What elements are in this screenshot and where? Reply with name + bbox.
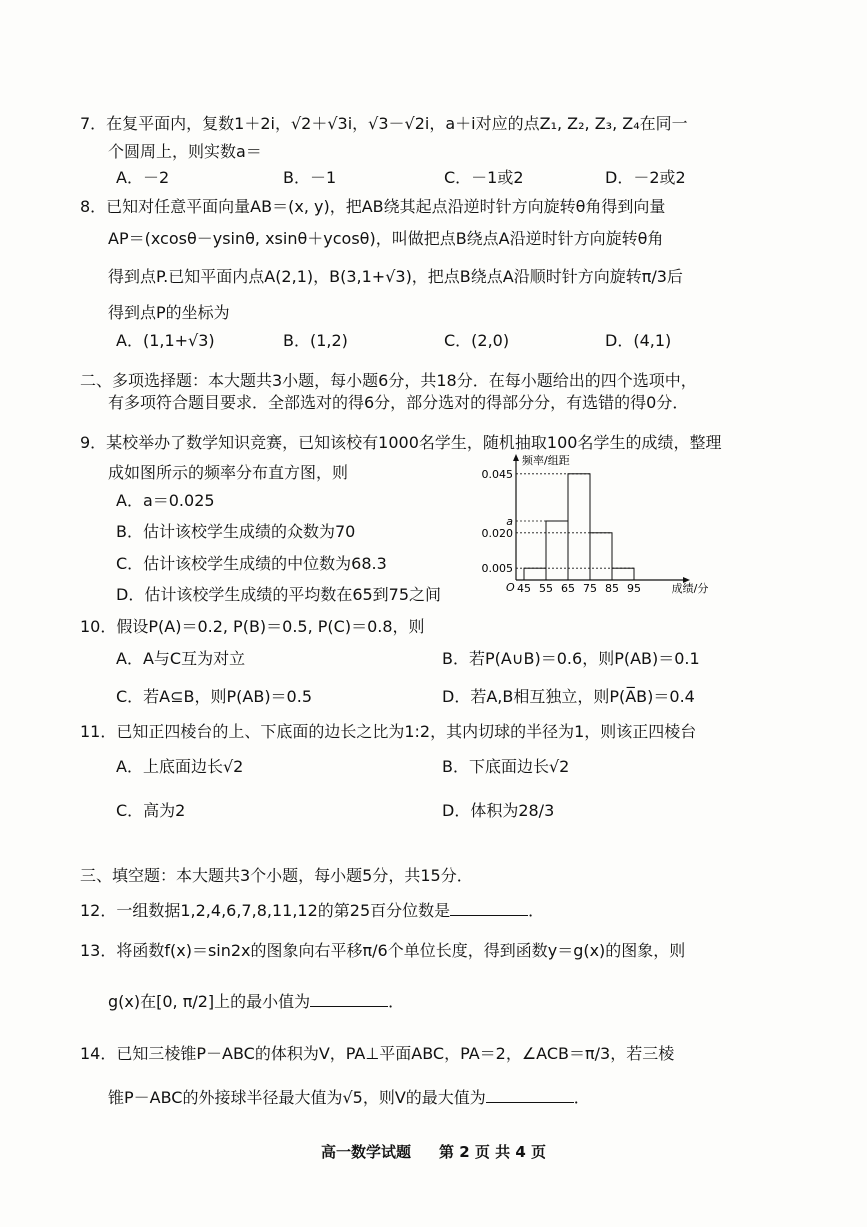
y-tick-label: a — [506, 515, 513, 528]
q8-line3: 得到点P.已知平面内点A(2,1)，B(3,1+√3)，把点B绕点A沿顺时针方向旋转π/3后 — [108, 267, 683, 286]
footer-title: 高一数学试题 — [320, 1143, 411, 1161]
q9-option-c: C．估计该校学生成绩的中位数为68.3 — [116, 554, 387, 573]
q7-option-a: A．－2 — [116, 168, 170, 187]
q14-line1: 14．已知三棱锥P－ABC的体积为V，PA⊥平面ABC，PA＝2，∠ACB＝π/3，若三棱 — [80, 1044, 675, 1063]
page-footer — [0, 1141, 867, 1162]
q12-text: 12．一组数据1,2,4,6,7,8,11,12的第25百分位数是 — [80, 901, 451, 920]
q13-end: ． — [388, 992, 405, 1011]
q14-end: ． — [573, 1088, 590, 1107]
q7-option-c: C．－1或2 — [444, 168, 524, 187]
q14-line2 — [108, 1086, 590, 1109]
q10-option-c: C．若A⊆B，则P(AB)＝0.5 — [116, 687, 313, 706]
y-axis-arrow — [513, 454, 519, 461]
x-tick-label: 75 — [583, 582, 597, 595]
x-tick-label: 95 — [627, 582, 641, 595]
q7-line2: 个圆周上，则实数a＝ — [108, 142, 262, 161]
q9-option-b: B．估计该校学生成绩的众数为70 — [116, 522, 356, 541]
q11-option-c: C．高为2 — [116, 801, 186, 820]
q10-option-d: D．若A,B相互独立，则P(A̅B)＝0.4 — [442, 687, 695, 706]
x-tick-label: 65 — [561, 582, 575, 595]
q9-option-a: A．a＝0.025 — [116, 491, 215, 510]
histogram-bar — [546, 521, 568, 580]
footer-page-number: 第 2 页 共 4 页 — [439, 1143, 546, 1161]
q13-line2 — [108, 990, 404, 1013]
frequency-histogram — [478, 452, 718, 602]
q10-line1: 10．假设P(A)＝0.2, P(B)＝0.5, P(C)＝0.8，则 — [80, 617, 425, 636]
q9-line1: 9．某校举办了数学知识竞赛，已知该校有1000名学生，随机抽取100名学生的成绩，整理 — [80, 433, 722, 452]
x-tick-label: 85 — [605, 582, 619, 595]
q8-line2: AP＝(xcosθ－ysinθ, xsinθ＋ycosθ)，叫做把点B绕点A沿逆时针方向旋转θ角 — [108, 229, 664, 248]
q8-line4: 得到点P的坐标为 — [108, 303, 230, 322]
q8-option-c: C．(2,0) — [444, 331, 510, 350]
q10-option-a: A．A与C互为对立 — [116, 649, 246, 668]
q7-option-d: D．－2或2 — [605, 168, 686, 187]
q8-option-d: D．(4,1) — [605, 331, 672, 350]
histogram-bar — [524, 568, 546, 580]
q11-line1: 11．已知正四棱台的上、下底面的边长之比为1:2，其内切球的半径为1，则该正四棱台 — [80, 722, 697, 741]
histogram-bar — [612, 568, 634, 580]
histogram-bar — [568, 474, 590, 580]
y-axis-label: 频率/组距 — [522, 454, 570, 467]
x-axis-label: 成绩/分 — [671, 582, 709, 595]
q12-answer-blank[interactable] — [450, 899, 528, 916]
q14-text: 锥P－ABC的外接球半径最大值为√5，则V的最大值为 — [108, 1088, 486, 1107]
q7-option-b: B．－1 — [283, 168, 337, 187]
q11-option-d: D．体积为28/3 — [442, 801, 555, 820]
histogram-bar — [590, 533, 612, 580]
q10-option-b: B．若P(A∪B)＝0.6，则P(AB)＝0.1 — [442, 649, 700, 668]
q13-text: g(x)在[0, π/2]上的最小值为 — [108, 992, 311, 1011]
q14-answer-blank[interactable] — [486, 1086, 574, 1103]
q12-end: ． — [528, 901, 545, 920]
q12-line — [80, 899, 544, 922]
section2-heading: 二、多项选择题：本大题共3小题，每小题6分，共18分．在每小题给出的四个选项中， — [80, 371, 697, 390]
x-tick-label: 45 — [517, 582, 531, 595]
q9-option-d: D．估计该校学生成绩的平均数在65到75之间 — [116, 585, 442, 604]
q9-line2: 成如图所示的频率分布直方图，则 — [108, 463, 349, 482]
q8-option-a: A．(1,1+√3) — [116, 331, 215, 350]
origin-label: O — [506, 581, 515, 594]
q8-line1: 8．已知对任意平面向量AB＝(x, y)，把AB绕其起点沿逆时针方向旋转θ角得到向量 — [80, 197, 666, 216]
q8-option-b: B．(1,2) — [283, 331, 348, 350]
q11-option-a: A．上底面边长√2 — [116, 757, 244, 776]
q7-line1: 7．在复平面内，复数1＋2i，√2＋√3i，√3－√2i，a＋i对应的点Z₁, Z₂, Z₃, Z₄在同一 — [80, 114, 688, 133]
x-tick-label: 55 — [539, 582, 553, 595]
y-tick-label: 0.005 — [481, 562, 513, 576]
section2-instructions: 有多项符合题目要求．全部选对的得6分，部分选对的得部分分，有选错的得0分． — [108, 393, 689, 412]
y-tick-label: 0.020 — [481, 526, 513, 540]
section3-heading: 三、填空题：本大题共3个小题，每小题5分，共15分． — [80, 866, 473, 885]
q13-answer-blank[interactable] — [310, 990, 388, 1007]
y-tick-label: 0.045 — [481, 467, 513, 481]
q11-option-b: B．下底面边长√2 — [442, 757, 570, 776]
q13-line1: 13．将函数f(x)＝sin2x的图象向右平移π/6个单位长度，得到函数y＝g(x)的图象，则 — [80, 941, 686, 960]
